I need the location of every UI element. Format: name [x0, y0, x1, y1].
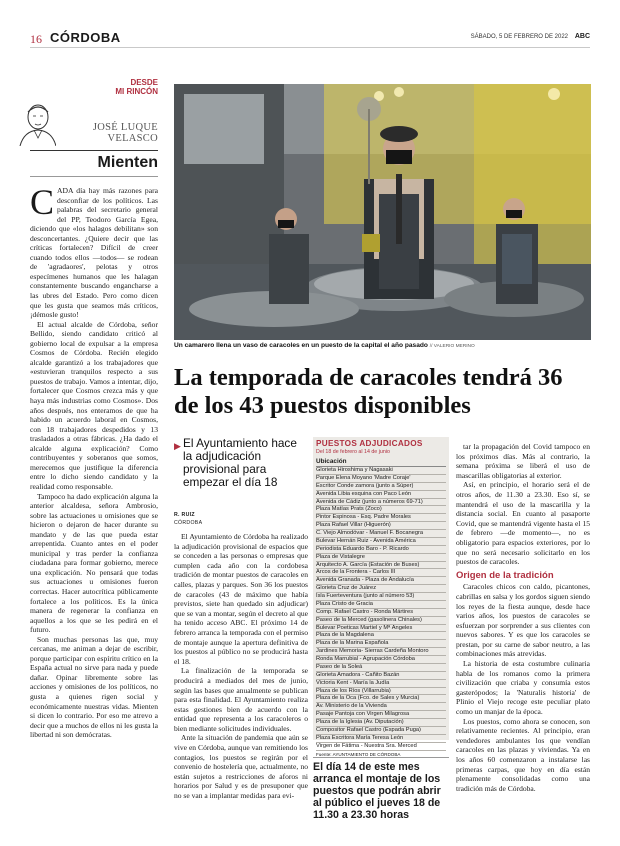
article-column-right [456, 442, 590, 822]
list-item: Isla Fuerteventura (junto al número 53) [316, 593, 446, 601]
callout-quote: El día 14 de este mes arranca el montaje de los puestos que podrán abrir al público el jueves 18 de 11.30 a 23.30 horas [313, 757, 449, 821]
opinion-rule-bottom [30, 176, 158, 177]
list-item: Avenida de Cádiz (junto a números 69-71) [316, 499, 446, 507]
article-subhead: Origen de la tradición [456, 569, 554, 581]
issue-date: SÁBADO, 5 DE FEBRERO DE 2022 [470, 34, 568, 40]
caption-text: Un camarero llena un vaso de caracoles en un puesto de la capital el año pasado [174, 342, 428, 349]
list-item: Plaza de Vistalegre [316, 554, 446, 562]
author-name [93, 122, 158, 144]
article-headline: La temporada de caracoles tendrá 36 de los 43 puestos disponibles [174, 364, 563, 419]
triangle-bullet-icon: ▶ [174, 441, 181, 451]
opinion-kicker [115, 78, 158, 96]
list-item: Paseo de la Soleá [316, 664, 446, 672]
list-item: Pintor Espinosa - Esq. Padre Morales [316, 514, 446, 522]
author-first-name: JOSÉ LUQUE [92, 122, 158, 133]
brand-name: ABC [574, 33, 590, 40]
drop-cap: C [30, 186, 55, 222]
stall-location-list [316, 467, 446, 751]
author-portrait [16, 100, 56, 146]
opinion-title: Mienten [97, 154, 158, 171]
byline-place: CÓRDOBA [174, 519, 203, 526]
list-item: Glorieta Hiroshima y Nagasaki [316, 467, 446, 475]
article-paragraph: Ante la situación de pandemia que aún se vive en Córdoba, aunque van remitiendo los contagios, los puestos se regirán por el convenio de hostelería que, actualmente, no están sujetos a restricciones de aforos ni horarios por Salud y es de presuponer que no se van a implantar medidas para evi- [174, 733, 308, 801]
box-title: PUESTOS ADJUDICADOS [316, 439, 423, 448]
list-item: Glorieta Cruz de Juárez [316, 585, 446, 593]
article-paragraph: La historia de esta costumbre culinaria habla de los romanos como la primera civilización que criaba y consumía estos gasterópodos; la 'Naturalis historia' de Plinio el Viejo recoge este peculiar plato como un manjar de la época. [456, 659, 590, 717]
page-header [30, 30, 590, 48]
photo-credit: // VALERIO MERINO [429, 344, 475, 349]
article-paragraph: El Ayuntamiento de Córdoba ha realizado la adjudicación provisional de espacios que se conceden a las personas o empresas que cumplen cada año con la cordobesa tradición de montar puestos de caracoles en calles, plazas y parques. Son 36 los puestos de caracoles (43 de máximo que había previstos, siete han quedado sin adjudicar) que se van a montar, según el decreto al que ha tenido acceso ABC. El próximo 14 de febrero arranca la temporada con el permiso de montaje aunque la apertura definitiva de los puestos al público no se producirá hasta el 18. [174, 532, 308, 666]
list-item: Arquitecto A. García (Estación de Buses) [316, 562, 446, 570]
opinion-paragraph: Tampoco ha dado explicación alguna la anterior alcaldesa, señora Ambrosio, sobre las actuaciones u omisiones que se hicieron o dejaron de hacer durante su mandato y de las que pueda estar arrepentida. Cuanto antes en el poder municipal y tras perder la confianza ciudadana para formar gobierno, merece una explicación. No pensará que todas sus actuaciones u omisiones fueron correctas. Hacer autocrítica públicamente fortalece a los políticos. Es la única manera de regenerar la confianza en aquellos a los que se les pedirá en el futuro. [30, 491, 158, 635]
opinion-body [30, 186, 158, 816]
news-photo [174, 84, 591, 340]
article-paragraph: La finalización de la temporada se producirá a mediados del mes de junio, según las bases que anualmente se publican para esta finalidad. El Ayuntamiento realiza estas gestiones bien de acuerdo con la entidad que representa a los caracoleros o bien mediante solicitudes individuales. [174, 666, 308, 733]
list-item: Comp. Rafael Castro - Ronda Mártires [316, 609, 446, 617]
opinion-paragraph: Son muchas personas las que, muy cercanas, me animan a dejar de escribir, porque participar con espíritu crítico en la España actual no sirve para nada y puede dañar. Opinar libremente sobre las acciones y omisiones de los políticos, no gusta a quienes rigen social y económicamente nuestras vidas. Mienten si dicen lo contrario. Por eso me atrevo a decir que a muchos de ellos ni les gusta la libertad ni son demócratas. [30, 634, 158, 740]
list-item: Virgen de Fátima - Nuestra Sra. Merced [316, 743, 446, 751]
list-item: Plaza Escritora María Teresa León [316, 735, 446, 743]
box-source: Fuente: AYUNTAMIENTO DE CÓRDOBA [316, 751, 401, 757]
list-item: Periodista Eduardo Baro - P. Ricardo [316, 546, 446, 554]
article-paragraph: Caracoles chicos con caldo, picantones, cabrillas en salsa y los gordos siguen siendo los reyes de la fiesta aunque, desde hace varios años, los puestos de caracoles se esfuerzan por sorprender a sus clientes con nuevos sabores. Y es que los caracoles se prestan, por su carne de sabor neutro, a las combinaciones más atrevidas. [456, 582, 590, 659]
list-item: Ronda Marrubial - Agrupación Córdoba [316, 656, 446, 664]
box-subtitle: Del 18 de febrero al 14 de junio [316, 449, 390, 455]
opinion-lead-text: ADA día hay más razones para desconfiar de los políticos. Las palabras del secretario general del PP, Teodoro García Egea, diciendo que «los halagos debilitan» son desconcertantes. ¿Quiere decir que las críticas fortalecen? Difícil de creer cuando todos ellos —todos— se rodean de 'agradaores', pelotas y otros especímenes humanos que les halagan constantemente buscando engancharse a las ubres del Estado. Pero como dicen que les gusta que seamos más críticos, ¡démosle gusto! [30, 186, 158, 320]
list-item: Bulevar Hernán Ruiz - Avenida América [316, 538, 446, 546]
kicker-line-2: MI RINCÓN [115, 87, 158, 96]
author-last-name: VELASCO [107, 133, 158, 144]
article-column-middle [174, 532, 308, 822]
opinion-rule-top [30, 150, 158, 151]
list-item: Plaza Matías Prats (Zoco) [316, 506, 446, 514]
list-item: C. Viejo Almodóvar - Manuel F. Bocanegra [316, 530, 446, 538]
list-item: Arcos de la Frontera - Carlos III [316, 569, 446, 577]
list-item: Plaza de la Marina Española [316, 640, 446, 648]
photo-caption [174, 342, 591, 349]
box-column-header: Ubicación [316, 458, 446, 467]
list-item: Pasaje Pantoja con Virgen Milagrosa [316, 711, 446, 719]
list-item: Escritor Conde zamora (junto a Súper) [316, 483, 446, 491]
list-item: Plaza de los Ríos (Villarrubia) [316, 688, 446, 696]
adjudicated-stalls-box [313, 437, 449, 757]
opinion-paragraph: El actual alcalde de Córdoba, señor Bellido, siendo candidato criticó al gobierno local de expulsar a la empresa Cosmos de Córdoba. Recién elegido alcalde garantizó a los trabajadores que «estuvieran tranquilos respecto a sus puestos de trabajo. Vamos a intentar, dijo, fortalecer que Cosmos crezca más y que haya más industrias como Cosmos». Dos años después, nos enteramos de que ha habido un acuerdo laboral en Cosmos, con 18 trabajadores despedidos y 13 trasladados a otras fábricas. ¿Ha dado el alcalde alguna explicación? Como contribuyentes y soberanos que somos, merecemos que justifique la diferencia entre lo dicho siendo candidato y la realidad como responsable. [30, 319, 158, 491]
page-number: 16 [30, 32, 42, 46]
byline-author: R. RUIZ [174, 512, 195, 518]
list-item: Avenida Granada - Plaza de Andalucía [316, 577, 446, 585]
list-item: Compositor Rafael Castro (Espada Puga) [316, 727, 446, 735]
article-paragraph: tar la propagación del Covid tampoco en los próximos días. Más al contrario, la semana próxima se liberá el uso de mascarillas obligatorias al exterior. [456, 442, 590, 480]
list-item: Plaza de la Magdalena [316, 632, 446, 640]
list-item: Plaza de la Iglesia (Av. Diputación) [316, 719, 446, 727]
list-item: Av. Ministerio de la Vivienda [316, 703, 446, 711]
list-item: Plaza de la Oca (Fco. de Sales y Murcia) [316, 695, 446, 703]
list-item: Victoria Kent - María la Judía [316, 680, 446, 688]
list-item: Plaza Rafael Villar (Higuerón) [316, 522, 446, 530]
list-item: Glorieta Amadora - Cañito Bazán [316, 672, 446, 680]
article-paragraph: Los puestos, como ahora se conocen, son relativamente recientes. Al principio, eran vendedores ambulantes los que vendían caracoles en las plazas y viviendas. Ya en los años 60 comenzaron a instalarse las primeras carpas, que hoy en día están plenamente consolidadas como una tradición más de Córdoba. [456, 716, 590, 793]
article-paragraph: Así, en principio, el horario será el de otros años, de 11.30 a 23.30. Eso sí, se mantendrá el uso de la mascarilla y la distancia social. En cuanto al pasaporte Covid, que se mantendrá vigente hasta el 15 de febrero —de momento—, no es obligatorio para espacios exteriores, por lo que no será necesario solicitarlo en los puestos de caracoles. [456, 480, 590, 567]
kicker-line-1: DESDE [130, 78, 158, 87]
list-item: Paseo de la Merced (gasolinera Chinales) [316, 617, 446, 625]
deck-text: El Ayuntamiento hace la adjudicación provisional para empezar el día 18 [183, 436, 297, 489]
article-deck [174, 437, 308, 489]
opinion-lead-paragraph [30, 186, 158, 320]
article-byline [174, 512, 308, 527]
list-item: Parque Elena Moyano 'Madre Coraje' [316, 475, 446, 483]
list-item: Avenida Libia esquina con Paco León [316, 491, 446, 499]
list-item: Bulevar Poeticas Martiel y Mª Ángeles [316, 625, 446, 633]
section-name: CÓRDOBA [50, 30, 121, 45]
list-item: Plaza Cristo de Gracia [316, 601, 446, 609]
list-item: Jardines Memoria- Sierras Cardeña Montoro [316, 648, 446, 656]
